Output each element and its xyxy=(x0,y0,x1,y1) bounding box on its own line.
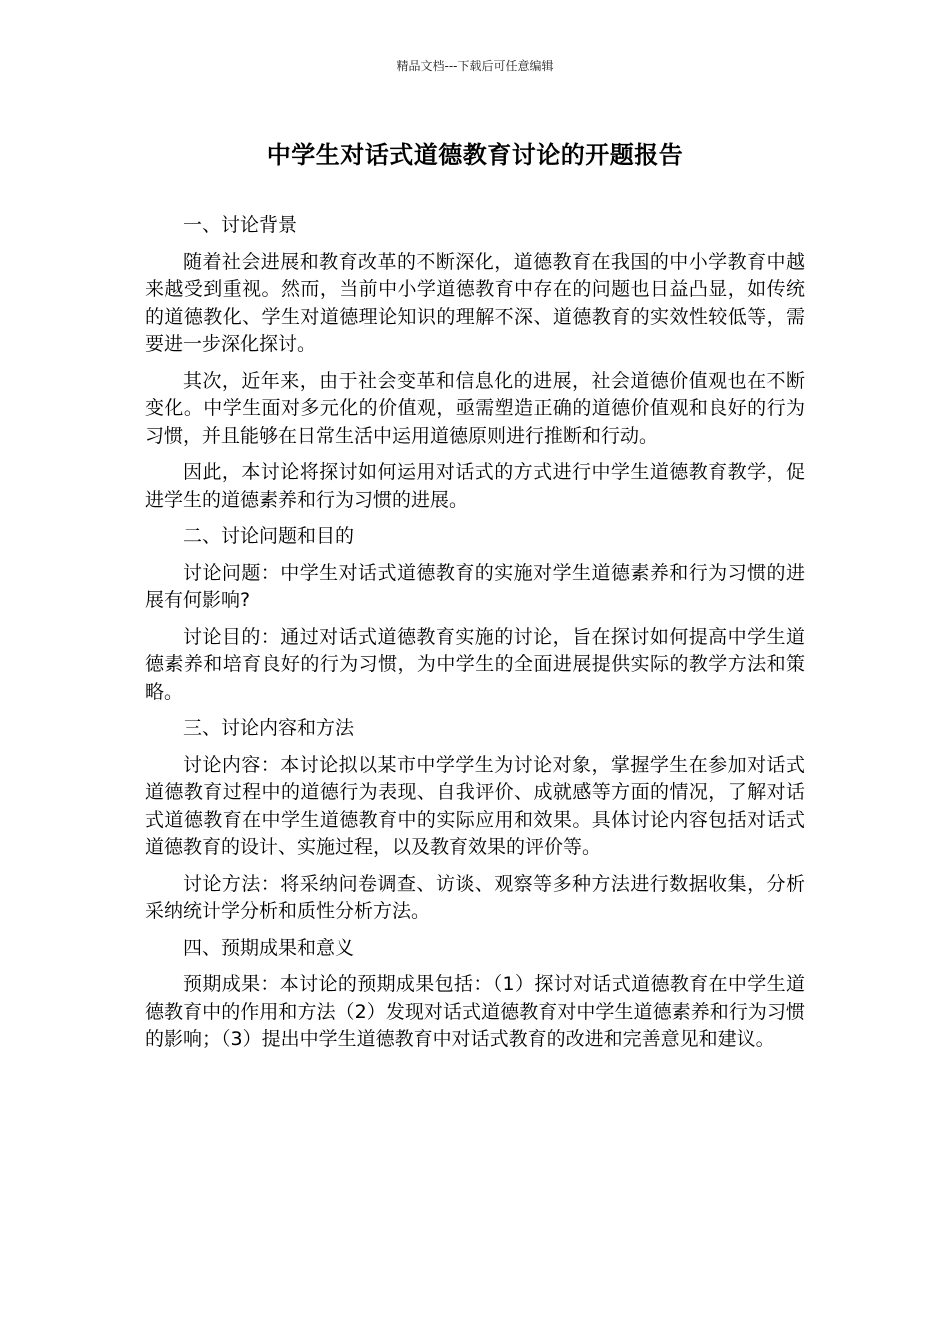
section-questions-goals xyxy=(145,523,805,706)
paragraph: 随着社会进展和教育改革的不断深化，道德教育在我国的中小学教育中越来越受到重视。然而，当前中小学道德教育中存在的问题也日益凸显，如传统的道德教化、学生对道德理论知识的理解不深、道德教育的实效性较低等，需要进一步深化探讨。 xyxy=(145,250,805,355)
paragraph: 讨论内容：本讨论拟以某市中学学生为讨论对象，掌握学生在参加对话式道德教育过程中的道德行为表现、自我评价、成就感等方面的情况，了解对话式道德教育在中学生道德教育中的实际应用和效果。具体讨论内容包括对话式道德教育的设计、实施过程，以及教育效果的评价等。 xyxy=(145,753,805,858)
section-heading: 二、讨论问题和目的 xyxy=(183,525,355,547)
paragraph: 讨论问题：中学生对话式道德教育的实施对学生道德素养和行为习惯的进展有何影响? xyxy=(145,561,805,611)
paragraph: 其次，近年来，由于社会变革和信息化的进展，社会道德价值观也在不断变化。中学生面对多元化的价值观，亟需塑造正确的道德价值观和良好的行为习惯，并且能够在日常生活中运用道德原则进行推断和行动。 xyxy=(145,369,805,447)
document-title: 中学生对话式道德教育讨论的开题报告 xyxy=(266,141,684,169)
section-heading: 四、预期成果和意义 xyxy=(183,936,355,959)
paragraph: 因此，本讨论将探讨如何运用对话式的方式进行中学生道德教育教学，促进学生的道德素养和行为习惯的进展。 xyxy=(145,461,805,511)
paragraph: 讨论方法：将采纳问卷调查、访谈、观察等多种方法进行数据收集，分析采纳统计学分析和质性分析方法。 xyxy=(145,872,805,922)
paragraph: 讨论目的：通过对话式道德教育实施的讨论，旨在探讨如何提高中学生道德素养和培育良好的行为习惯，为中学生的全面进展提供实际的教学方法和策略。 xyxy=(145,625,805,703)
section-expected-results xyxy=(145,935,805,1054)
section-heading: 三、讨论内容和方法 xyxy=(183,717,355,739)
section-heading: 一、讨论背景 xyxy=(183,214,298,236)
section-background xyxy=(145,212,805,514)
paragraph: 预期成果：本讨论的预期成果包括：（1）探讨对话式道德教育在中学生道德教育中的作用和方法（2）发现对话式道德教育对中学生道德素养和行为习惯的影响；（3）提出中学生道德教育中对话式教育的改进和完善意见和建议。 xyxy=(145,973,805,1050)
document-body xyxy=(145,212,805,1063)
page-header: 精品文档---下载后可任意编辑 xyxy=(396,59,554,73)
section-content-methods xyxy=(145,715,805,926)
